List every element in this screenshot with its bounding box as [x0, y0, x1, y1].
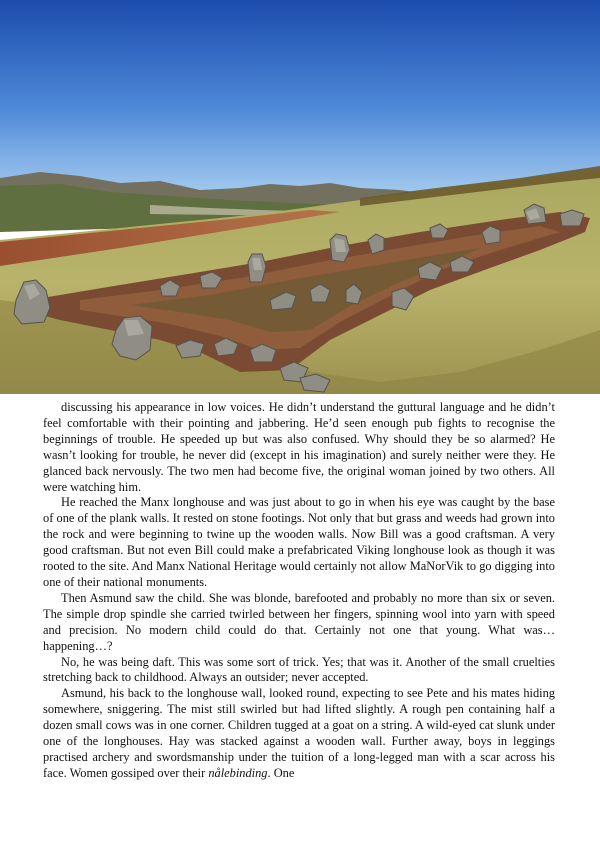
paragraph-1: discussing his appearance in low voices. He didn’t understand the guttural language and he didn’t feel comfortable with their pointing and jabbering. He’d seen enough pub fights to recognise the beginnings of trouble. He speeded up but was also confused. Why should they be so alarmed? He wasn’t looking for trouble, he never did (except in his imagination) and surely neither were they. He glanced back nervously. The two men had become five, the original woman joined by two others. All were watching him. [43, 400, 555, 494]
sky [0, 0, 600, 200]
paragraph-5-main: Asmund, his back to the longhouse wall, looked round, expecting to see Pete and his mates hiding somewhere, sniggering. The mist still swirled but had lifted slightly. A rough pen containing half a dozen small cows was in one corner. Children tugged at a goat on a string. A wild-eyed cat slunk under one of the longhouses. Hay was stacked against a wooden wall. Further away, boys in leggings practised archery and swordsmanship under the tuition of a long-legged man with a scar across his face. Women gossiped over their [43, 686, 555, 780]
landscape-photo [0, 0, 600, 394]
paragraph-5 [43, 686, 555, 781]
paragraph-2: He reached the Manx longhouse and was just about to go in when his eye was caught by the base of one of the plank walls. It rested on stone footings. Not only that but grass and weeds had grown into the rock and were beginning to twine up the wooden walls. Now Bill was a good craftsman. A very good craftsman. But not even Bill could make a prefabricated Viking longhouse look as though it was rooted to the site. And Manx National Heritage would certainly not allow MaNorVik to go digging into one of their national monuments. [43, 495, 555, 589]
nalebinding-term: nålebinding [208, 765, 268, 780]
paragraph-3: Then Asmund saw the child. She was blonde, barefooted and probably no more than six or seven. The simple drop spindle she carried twirled between her fingers, spinning wool into yarn with speed and precision. No modern child could do that. Certainly not one that young. What was… happening…? [43, 590, 555, 653]
paragraph-4: No, he was being daft. This was some sort of trick. Yes; that was it. Another of the small cruelties stretching back to childhood. Always an outsider; never accepted. [43, 654, 555, 685]
paragraph-5-end: . One [267, 765, 295, 780]
story-text [43, 400, 555, 782]
